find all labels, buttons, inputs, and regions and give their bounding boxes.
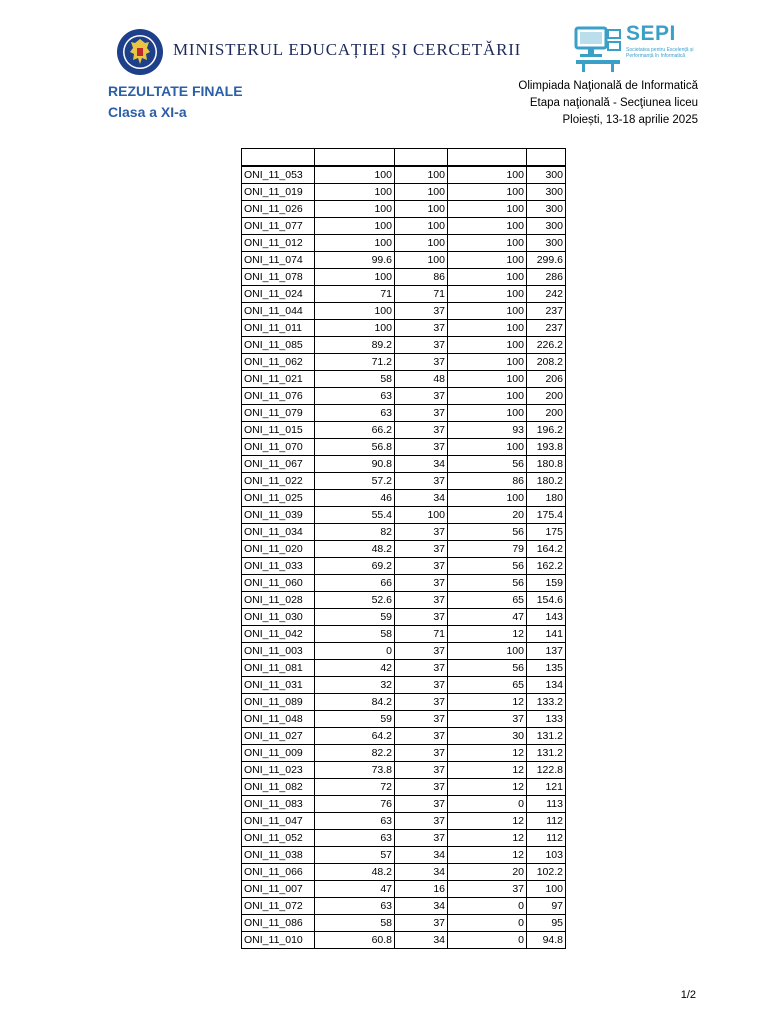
score-total: 94.8	[527, 932, 566, 949]
score-problem-3: 100	[448, 371, 527, 388]
score-problem-3: 100	[448, 269, 527, 286]
table-row	[242, 303, 566, 320]
score-problem-3: 100	[448, 303, 527, 320]
score-total: 102.2	[527, 864, 566, 881]
table-row	[242, 439, 566, 456]
score-total: 131.2	[527, 728, 566, 745]
sepi-tagline: Societatea pentru Excelență și Performanță în Informatică	[626, 47, 694, 59]
table-row	[242, 473, 566, 490]
table-row	[242, 898, 566, 915]
contestant-id: ONI_11_023	[242, 762, 315, 779]
info-stage: Etapa naţională - Secţiunea liceu	[529, 97, 698, 109]
score-problem-1: 57	[315, 847, 395, 864]
score-problem-2: 37	[395, 660, 448, 677]
contestant-id: ONI_11_025	[242, 490, 315, 507]
score-problem-1: 59	[315, 711, 395, 728]
score-total: 300	[527, 218, 566, 235]
contestant-id: ONI_11_015	[242, 422, 315, 439]
contestant-id: ONI_11_021	[242, 371, 315, 388]
ministry-name: MINISTERUL EDUCAȚIEI ȘI CERCETĂRII	[173, 40, 522, 59]
contestant-id: ONI_11_038	[242, 847, 315, 864]
table-row	[242, 762, 566, 779]
contestant-id: ONI_11_072	[242, 898, 315, 915]
header-cell	[448, 149, 527, 167]
score-problem-2: 48	[395, 371, 448, 388]
table-row	[242, 813, 566, 830]
table-row	[242, 677, 566, 694]
score-problem-2: 37	[395, 592, 448, 609]
score-problem-2: 37	[395, 575, 448, 592]
table-row	[242, 269, 566, 286]
score-problem-3: 56	[448, 660, 527, 677]
score-problem-1: 47	[315, 881, 395, 898]
score-problem-3: 100	[448, 218, 527, 235]
contestant-id: ONI_11_086	[242, 915, 315, 932]
table-row	[242, 166, 566, 184]
score-problem-2: 34	[395, 847, 448, 864]
score-total: 112	[527, 813, 566, 830]
score-problem-3: 0	[448, 796, 527, 813]
score-problem-1: 84.2	[315, 694, 395, 711]
sepi-computer-icon	[572, 22, 624, 74]
table-row	[242, 915, 566, 932]
score-total: 112	[527, 830, 566, 847]
score-problem-1: 89.2	[315, 337, 395, 354]
score-problem-3: 100	[448, 201, 527, 218]
score-problem-3: 0	[448, 915, 527, 932]
score-problem-2: 34	[395, 898, 448, 915]
contestant-id: ONI_11_019	[242, 184, 315, 201]
score-problem-3: 100	[448, 643, 527, 660]
score-problem-3: 100	[448, 320, 527, 337]
score-total: 237	[527, 303, 566, 320]
table-row	[242, 864, 566, 881]
score-problem-1: 90.8	[315, 456, 395, 473]
score-problem-1: 69.2	[315, 558, 395, 575]
score-total: 206	[527, 371, 566, 388]
contestant-id: ONI_11_031	[242, 677, 315, 694]
score-total: 162.2	[527, 558, 566, 575]
score-total: 200	[527, 405, 566, 422]
score-problem-3: 100	[448, 252, 527, 269]
page-subtitle: Clasa a XI-a	[108, 104, 187, 120]
score-total: 133.2	[527, 694, 566, 711]
score-problem-3: 65	[448, 592, 527, 609]
score-problem-3: 0	[448, 932, 527, 949]
score-total: 131.2	[527, 745, 566, 762]
score-problem-2: 34	[395, 932, 448, 949]
header-cell	[315, 149, 395, 167]
score-total: 121	[527, 779, 566, 796]
contestant-id: ONI_11_024	[242, 286, 315, 303]
contestant-id: ONI_11_082	[242, 779, 315, 796]
contestant-id: ONI_11_081	[242, 660, 315, 677]
score-total: 113	[527, 796, 566, 813]
contestant-id: ONI_11_028	[242, 592, 315, 609]
score-problem-1: 42	[315, 660, 395, 677]
score-problem-2: 37	[395, 473, 448, 490]
score-problem-2: 37	[395, 439, 448, 456]
score-total: 196.2	[527, 422, 566, 439]
contestant-id: ONI_11_007	[242, 881, 315, 898]
score-problem-2: 37	[395, 405, 448, 422]
score-problem-3: 12	[448, 779, 527, 796]
score-problem-2: 37	[395, 558, 448, 575]
table-row	[242, 286, 566, 303]
contestant-id: ONI_11_052	[242, 830, 315, 847]
score-problem-1: 58	[315, 371, 395, 388]
score-problem-3: 100	[448, 405, 527, 422]
score-problem-1: 100	[315, 201, 395, 218]
score-problem-2: 100	[395, 235, 448, 252]
score-total: 95	[527, 915, 566, 932]
score-problem-1: 58	[315, 626, 395, 643]
table-row	[242, 218, 566, 235]
score-problem-1: 46	[315, 490, 395, 507]
score-problem-1: 55.4	[315, 507, 395, 524]
score-problem-2: 37	[395, 728, 448, 745]
score-total: 180.2	[527, 473, 566, 490]
score-total: 164.2	[527, 541, 566, 558]
score-problem-1: 99.6	[315, 252, 395, 269]
page-title: REZULTATE FINALE	[108, 83, 243, 99]
score-problem-1: 32	[315, 677, 395, 694]
score-problem-2: 37	[395, 830, 448, 847]
score-total: 300	[527, 166, 566, 184]
score-problem-3: 100	[448, 354, 527, 371]
score-problem-3: 100	[448, 184, 527, 201]
score-total: 97	[527, 898, 566, 915]
score-problem-2: 100	[395, 507, 448, 524]
results-body	[242, 166, 566, 949]
score-problem-1: 76	[315, 796, 395, 813]
score-problem-3: 100	[448, 337, 527, 354]
contestant-id: ONI_11_047	[242, 813, 315, 830]
contestant-id: ONI_11_078	[242, 269, 315, 286]
score-problem-1: 57.2	[315, 473, 395, 490]
score-problem-3: 37	[448, 711, 527, 728]
score-total: 143	[527, 609, 566, 626]
score-total: 300	[527, 184, 566, 201]
table-row	[242, 354, 566, 371]
sepi-name: SEPI	[626, 22, 676, 45]
score-total: 300	[527, 201, 566, 218]
score-problem-2: 34	[395, 864, 448, 881]
score-total: 122.8	[527, 762, 566, 779]
score-problem-3: 56	[448, 558, 527, 575]
score-problem-3: 37	[448, 881, 527, 898]
table-row	[242, 507, 566, 524]
table-header-row	[242, 149, 566, 167]
score-problem-1: 82	[315, 524, 395, 541]
table-row	[242, 592, 566, 609]
score-total: 135	[527, 660, 566, 677]
score-problem-1: 100	[315, 303, 395, 320]
table-row	[242, 337, 566, 354]
score-problem-1: 63	[315, 898, 395, 915]
table-row	[242, 932, 566, 949]
table-row	[242, 745, 566, 762]
score-problem-3: 12	[448, 762, 527, 779]
score-problem-3: 20	[448, 864, 527, 881]
score-problem-1: 100	[315, 218, 395, 235]
table-row	[242, 711, 566, 728]
score-total: 286	[527, 269, 566, 286]
table-row	[242, 490, 566, 507]
score-total: 100	[527, 881, 566, 898]
score-problem-1: 100	[315, 235, 395, 252]
contestant-id: ONI_11_020	[242, 541, 315, 558]
score-total: 133	[527, 711, 566, 728]
score-problem-1: 56.8	[315, 439, 395, 456]
page-number: 1/2	[680, 989, 696, 1001]
score-problem-1: 64.2	[315, 728, 395, 745]
score-problem-1: 58	[315, 915, 395, 932]
score-problem-3: 56	[448, 456, 527, 473]
contestant-id: ONI_11_076	[242, 388, 315, 405]
score-problem-1: 0	[315, 643, 395, 660]
score-problem-2: 37	[395, 388, 448, 405]
score-total: 134	[527, 677, 566, 694]
table-row	[242, 796, 566, 813]
contestant-id: ONI_11_042	[242, 626, 315, 643]
table-row	[242, 184, 566, 201]
score-problem-2: 86	[395, 269, 448, 286]
header-cell	[395, 149, 448, 167]
score-problem-3: 0	[448, 898, 527, 915]
contestant-id: ONI_11_053	[242, 166, 315, 184]
contestant-id: ONI_11_067	[242, 456, 315, 473]
contestant-id: ONI_11_026	[242, 201, 315, 218]
table-row	[242, 626, 566, 643]
score-problem-2: 34	[395, 456, 448, 473]
score-problem-3: 100	[448, 235, 527, 252]
contestant-id: ONI_11_074	[242, 252, 315, 269]
info-location-date: Ploiești, 13-18 aprilie 2025	[562, 114, 698, 126]
score-problem-2: 37	[395, 915, 448, 932]
score-problem-3: 100	[448, 388, 527, 405]
score-problem-2: 37	[395, 796, 448, 813]
score-problem-1: 71.2	[315, 354, 395, 371]
contestant-id: ONI_11_044	[242, 303, 315, 320]
table-row	[242, 371, 566, 388]
table-row	[242, 541, 566, 558]
score-problem-3: 56	[448, 575, 527, 592]
contestant-id: ONI_11_022	[242, 473, 315, 490]
contestant-id: ONI_11_012	[242, 235, 315, 252]
score-problem-2: 37	[395, 694, 448, 711]
table-row	[242, 575, 566, 592]
score-problem-2: 37	[395, 813, 448, 830]
score-problem-1: 60.8	[315, 932, 395, 949]
score-problem-1: 63	[315, 388, 395, 405]
score-problem-2: 100	[395, 252, 448, 269]
score-problem-2: 34	[395, 490, 448, 507]
score-problem-2: 16	[395, 881, 448, 898]
table-row	[242, 728, 566, 745]
contestant-id: ONI_11_034	[242, 524, 315, 541]
table-row	[242, 643, 566, 660]
score-total: 103	[527, 847, 566, 864]
score-problem-1: 66.2	[315, 422, 395, 439]
score-problem-2: 100	[395, 184, 448, 201]
header-cell	[527, 149, 566, 167]
table-row	[242, 405, 566, 422]
score-problem-3: 12	[448, 745, 527, 762]
score-problem-1: 100	[315, 320, 395, 337]
score-problem-3: 93	[448, 422, 527, 439]
score-problem-1: 73.8	[315, 762, 395, 779]
table-row	[242, 830, 566, 847]
contestant-id: ONI_11_066	[242, 864, 315, 881]
score-problem-3: 20	[448, 507, 527, 524]
contestant-id: ONI_11_060	[242, 575, 315, 592]
contestant-id: ONI_11_027	[242, 728, 315, 745]
score-problem-3: 12	[448, 626, 527, 643]
contestant-id: ONI_11_030	[242, 609, 315, 626]
score-problem-2: 37	[395, 303, 448, 320]
competition-info	[518, 78, 698, 129]
score-problem-3: 100	[448, 439, 527, 456]
table-row	[242, 320, 566, 337]
table-row	[242, 558, 566, 575]
score-problem-2: 37	[395, 320, 448, 337]
score-problem-2: 100	[395, 218, 448, 235]
score-total: 180	[527, 490, 566, 507]
score-problem-1: 63	[315, 405, 395, 422]
score-problem-1: 100	[315, 184, 395, 201]
score-problem-2: 37	[395, 609, 448, 626]
table-row	[242, 694, 566, 711]
score-total: 137	[527, 643, 566, 660]
header-cell	[242, 149, 315, 167]
coat-of-arms-logo	[116, 28, 164, 76]
score-problem-3: 65	[448, 677, 527, 694]
score-problem-2: 37	[395, 337, 448, 354]
score-total: 200	[527, 388, 566, 405]
score-problem-2: 71	[395, 626, 448, 643]
contestant-id: ONI_11_009	[242, 745, 315, 762]
score-problem-3: 100	[448, 166, 527, 184]
score-problem-1: 71	[315, 286, 395, 303]
score-problem-1: 63	[315, 830, 395, 847]
table-row	[242, 456, 566, 473]
score-problem-3: 100	[448, 286, 527, 303]
contestant-id: ONI_11_079	[242, 405, 315, 422]
score-problem-2: 37	[395, 541, 448, 558]
table-row	[242, 524, 566, 541]
table-row	[242, 609, 566, 626]
info-olympiad: Olimpiada Naţională de Informatică	[518, 80, 698, 92]
score-problem-3: 100	[448, 490, 527, 507]
score-total: 141	[527, 626, 566, 643]
score-problem-3: 86	[448, 473, 527, 490]
table-row	[242, 201, 566, 218]
contestant-id: ONI_11_089	[242, 694, 315, 711]
score-total: 159	[527, 575, 566, 592]
score-problem-1: 48.2	[315, 541, 395, 558]
score-problem-2: 37	[395, 422, 448, 439]
score-problem-1: 100	[315, 269, 395, 286]
score-problem-1: 59	[315, 609, 395, 626]
score-total: 193.8	[527, 439, 566, 456]
table-row	[242, 252, 566, 269]
contestant-id: ONI_11_011	[242, 320, 315, 337]
score-total: 180.8	[527, 456, 566, 473]
table-row	[242, 660, 566, 677]
score-problem-2: 37	[395, 354, 448, 371]
score-problem-1: 72	[315, 779, 395, 796]
contestant-id: ONI_11_085	[242, 337, 315, 354]
sepi-logo	[572, 22, 692, 74]
score-problem-3: 12	[448, 694, 527, 711]
table-row	[242, 881, 566, 898]
score-problem-1: 100	[315, 166, 395, 184]
score-problem-2: 100	[395, 201, 448, 218]
contestant-id: ONI_11_033	[242, 558, 315, 575]
score-problem-2: 37	[395, 524, 448, 541]
table-row	[242, 388, 566, 405]
table-row	[242, 422, 566, 439]
contestant-id: ONI_11_083	[242, 796, 315, 813]
table-row	[242, 235, 566, 252]
score-problem-2: 37	[395, 745, 448, 762]
score-problem-3: 30	[448, 728, 527, 745]
score-problem-1: 52.6	[315, 592, 395, 609]
score-total: 300	[527, 235, 566, 252]
results-table	[241, 148, 566, 949]
score-total: 237	[527, 320, 566, 337]
score-problem-2: 37	[395, 762, 448, 779]
contestant-id: ONI_11_010	[242, 932, 315, 949]
score-problem-2: 37	[395, 643, 448, 660]
score-problem-2: 37	[395, 677, 448, 694]
score-problem-3: 79	[448, 541, 527, 558]
score-problem-3: 12	[448, 830, 527, 847]
score-problem-3: 12	[448, 813, 527, 830]
contestant-id: ONI_11_062	[242, 354, 315, 371]
contestant-id: ONI_11_070	[242, 439, 315, 456]
contestant-id: ONI_11_003	[242, 643, 315, 660]
score-problem-1: 82.2	[315, 745, 395, 762]
score-problem-2: 37	[395, 779, 448, 796]
score-total: 242	[527, 286, 566, 303]
score-total: 154.6	[527, 592, 566, 609]
score-problem-1: 63	[315, 813, 395, 830]
score-total: 175	[527, 524, 566, 541]
score-problem-1: 66	[315, 575, 395, 592]
score-problem-2: 37	[395, 711, 448, 728]
score-total: 226.2	[527, 337, 566, 354]
score-problem-2: 71	[395, 286, 448, 303]
contestant-id: ONI_11_048	[242, 711, 315, 728]
contestant-id: ONI_11_077	[242, 218, 315, 235]
contestant-id: ONI_11_039	[242, 507, 315, 524]
score-problem-3: 47	[448, 609, 527, 626]
score-problem-2: 100	[395, 166, 448, 184]
score-problem-3: 56	[448, 524, 527, 541]
score-problem-1: 48.2	[315, 864, 395, 881]
score-problem-3: 12	[448, 847, 527, 864]
table-row	[242, 779, 566, 796]
score-total: 299.6	[527, 252, 566, 269]
score-total: 208.2	[527, 354, 566, 371]
table-row	[242, 847, 566, 864]
score-total: 175.4	[527, 507, 566, 524]
